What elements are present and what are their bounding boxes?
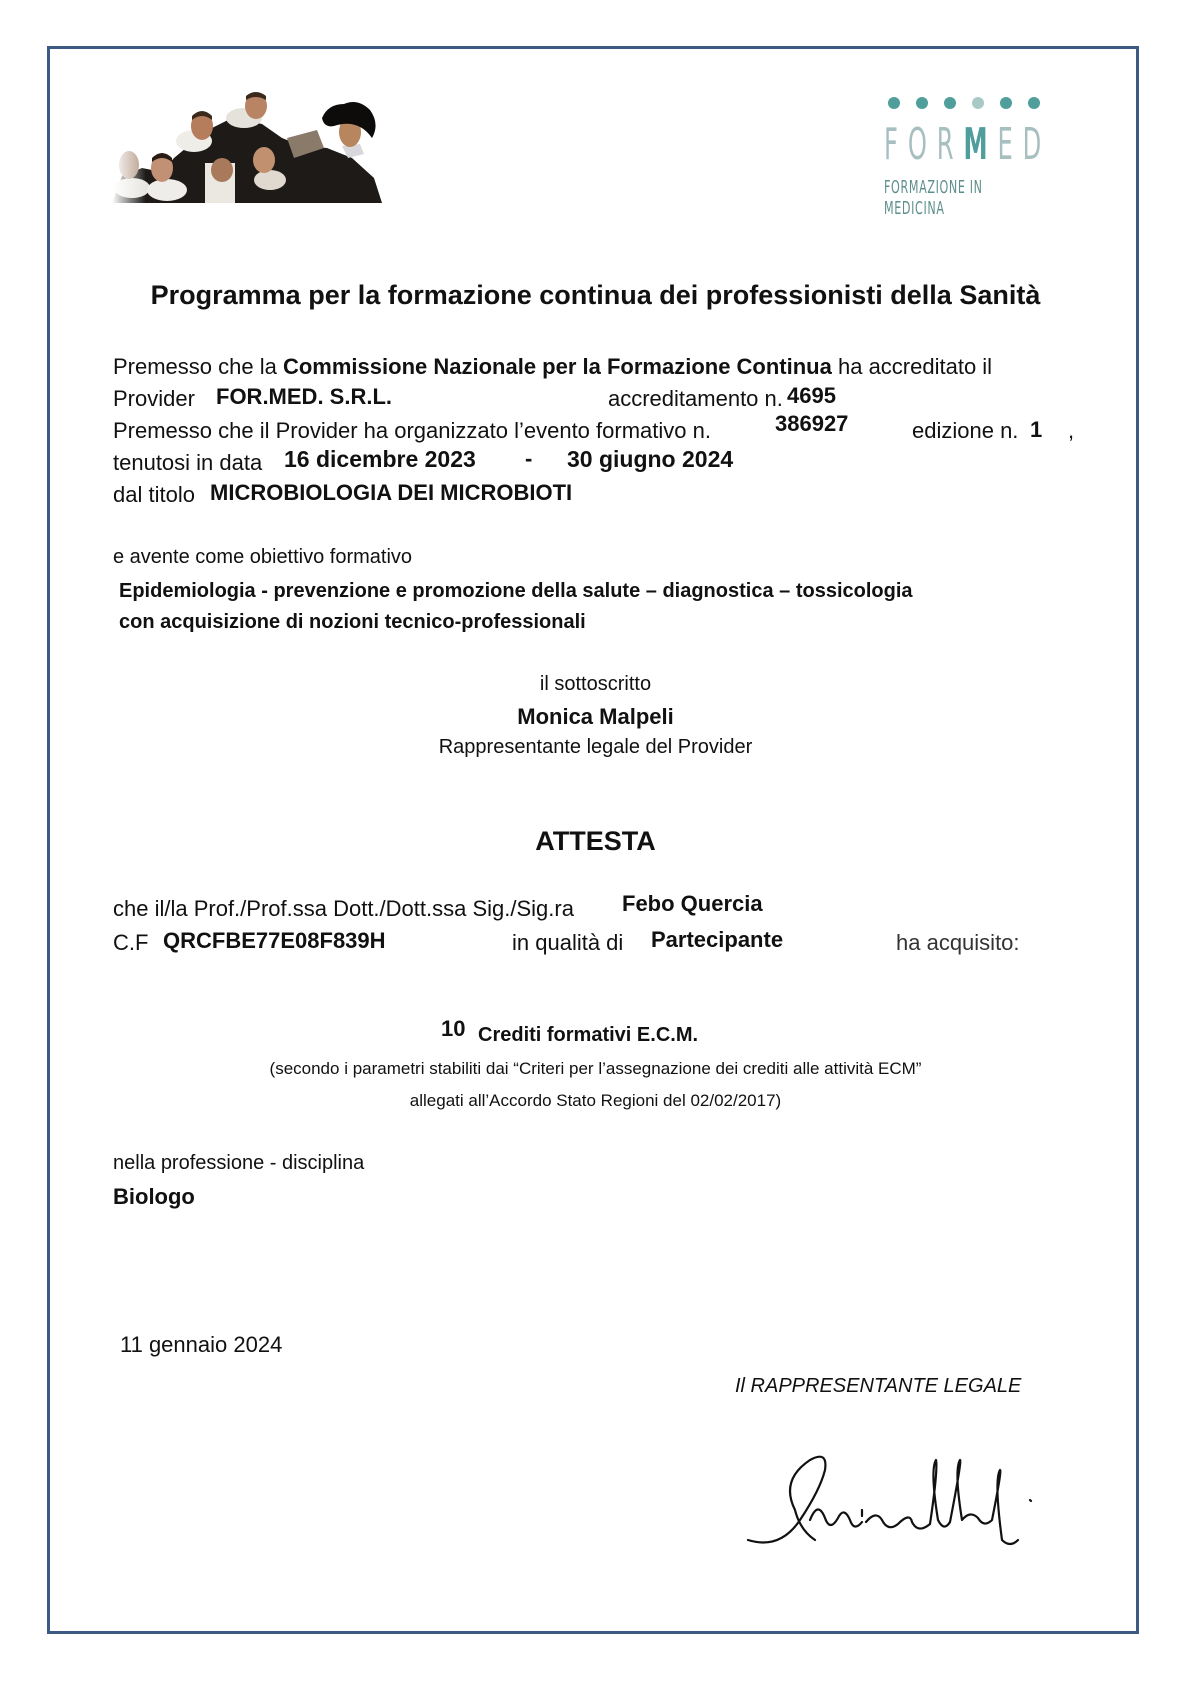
- objective-line-1: Epidemiologia - prevenzione e promozione della salute – diagnostica – tossicologia: [119, 580, 913, 602]
- objective-line-2: con acquisizione di nozioni tecnico-professionali: [119, 611, 586, 633]
- issue-date: 11 gennaio 2024: [120, 1332, 283, 1357]
- logo-dot: [888, 97, 900, 109]
- formed-logo: [884, 97, 1064, 219]
- credits-note-1: (secondo i parametri stabiliti dai “Criteri per l’assegnazione dei crediti alle attività ECM”: [269, 1059, 922, 1078]
- document-title: Programma per la formazione continua dei professionisti della Sanità: [150, 280, 1041, 310]
- anatomy-lesson-painting-image: [112, 88, 394, 203]
- cf-value: QRCFBE77E08F839H: [163, 928, 386, 953]
- credits-number: 10: [441, 1016, 466, 1041]
- logo-word-part: FOR: [884, 119, 964, 170]
- title-label: dal titolo: [113, 482, 195, 507]
- profession-value: Biologo: [113, 1184, 195, 1209]
- logo-dot: [916, 97, 928, 109]
- edition-label: edizione n.: [912, 418, 1019, 443]
- participant-prefix: che il/la Prof./Prof.ssa Dott./Dott.ssa Sig./Sig.ra: [113, 896, 574, 921]
- date-end: 30 giugno 2024: [567, 446, 734, 472]
- logo-dot: [944, 97, 956, 109]
- commission-name: Commissione Nazionale per la Formazione Continua: [282, 354, 832, 379]
- objective-label: e avente come obiettivo formativo: [113, 546, 413, 568]
- participant-name: Febo Quercia: [622, 891, 763, 916]
- date-start: 16 dicembre 2023: [284, 446, 476, 472]
- edition-number: 1: [1030, 417, 1043, 442]
- credits-note-2: allegati all’Accordo Stato Regioni del 02/02/2017): [409, 1091, 782, 1110]
- event-label: Premesso che il Provider ha organizzato l’evento formativo n.: [113, 418, 711, 443]
- text: Premesso che la: [113, 354, 277, 379]
- intro-line-1: [113, 354, 992, 380]
- signatory-name: Monica Malpeli: [517, 704, 674, 729]
- role-value: Partecipante: [651, 927, 784, 952]
- edition-comma: ,: [1068, 418, 1075, 443]
- logo-dots: [888, 97, 1040, 109]
- accreditation-label: accreditamento n.: [608, 386, 783, 411]
- attesta-heading: ATTESTA: [535, 826, 656, 856]
- credits-label: Crediti formativi E.C.M.: [478, 1024, 699, 1046]
- logo-dot: [1028, 97, 1040, 109]
- date-separator: -: [525, 446, 533, 471]
- profession-label: nella professione - disciplina: [113, 1152, 365, 1174]
- provider-label: Provider: [113, 386, 195, 411]
- logo-word-part: ED: [997, 119, 1052, 170]
- text: ha accreditato il: [837, 354, 993, 379]
- logo-wordmark: [884, 119, 1051, 170]
- logo-word-m: M: [963, 119, 998, 170]
- cf-label: C.F: [113, 930, 149, 955]
- logo-tagline: FORMAZIONE IN MEDICINA: [884, 177, 983, 219]
- provider-name: FOR.MED. S.R.L.: [216, 384, 392, 409]
- event-number: 386927: [775, 411, 849, 436]
- logo-dot: [1000, 97, 1012, 109]
- role-label: in qualità di: [512, 930, 624, 955]
- acquired-label: ha acquisito:: [896, 930, 1020, 955]
- signature-image: [740, 1440, 1080, 1565]
- date-label: tenutosi in data: [113, 450, 263, 475]
- legal-representative-label: Il RAPPRESENTANTE LEGALE: [735, 1375, 1022, 1397]
- accreditation-number: 4695: [787, 383, 836, 408]
- logo-dot: [972, 97, 984, 109]
- signatory-label: il sottoscritto: [539, 673, 652, 695]
- signatory-role: Rappresentante legale del Provider: [438, 736, 753, 758]
- course-title: MICROBIOLOGIA DEI MICROBIOTI: [210, 480, 573, 505]
